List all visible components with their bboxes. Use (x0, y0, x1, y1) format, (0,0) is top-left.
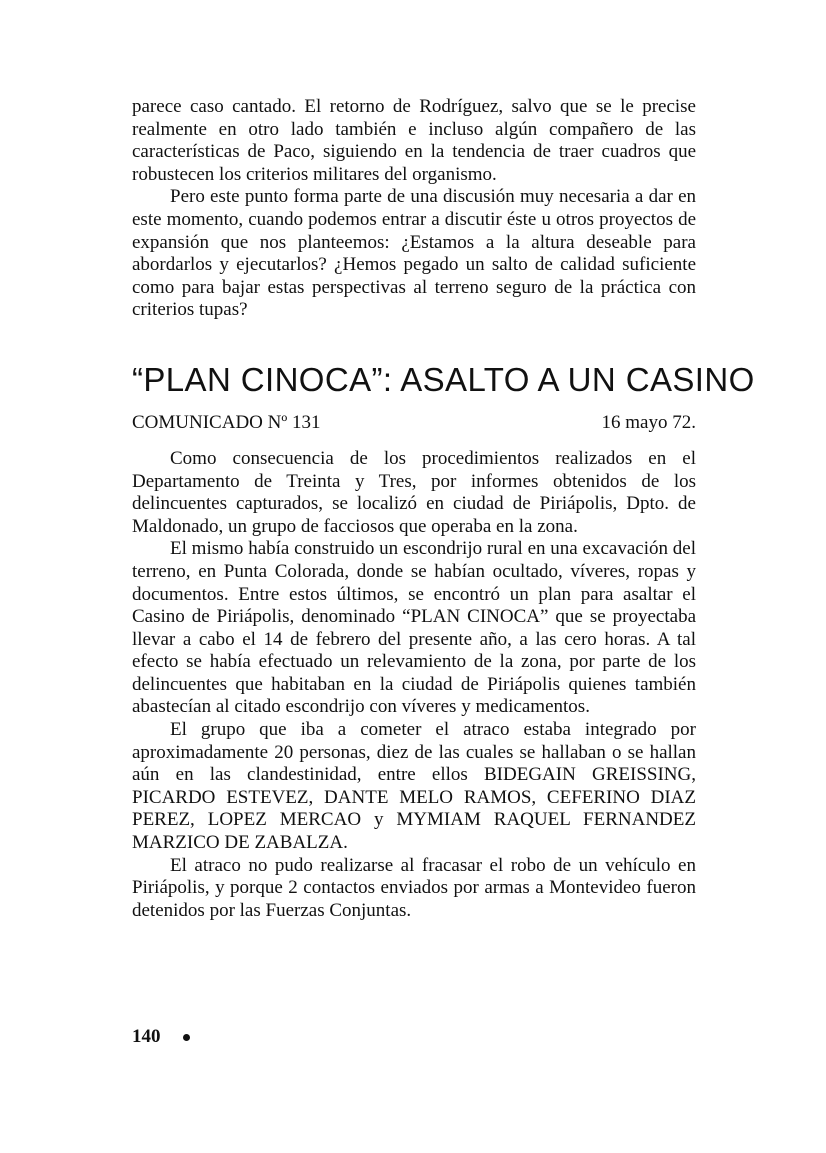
communique-date: 16 mayo 72. (601, 411, 696, 433)
communique-label: COMUNICADO Nº 131 (132, 411, 321, 433)
paragraph-intro-question: Pero este punto forma parte de una discusión muy necesaria a dar en este momento, cuando podemos entrar a discutir éste u otros proyectos de expansión que nos planteemos: ¿Estamos a la altura deseable para abordarlos y ejecutarlos? ¿Hemos pegado un salto de calidad suficiente como para bajar estas perspectivas al terreno seguro de la práctica con criterios tupas? (132, 186, 696, 321)
paragraph-communique-2: El mismo había construido un escondrijo rural en una excavación del terreno, en Punta Colorada, donde se habían ocultado, víveres, ropas y documentos. Entre estos últimos, se encontró un plan para asaltar el Casino de Piriápolis, denominado “PLAN CINOCA” que se proyectaba llevar a cabo el 14 de febrero del presente año, a las cero horas. A tal efecto se había efectuado un relevamiento de la zona, por parte de los delincuentes que habitaban en la ciudad de Piriápolis quienes también abastecían al citado escondrijo con víveres y medicamentos. (132, 538, 696, 718)
page-footer (132, 1026, 190, 1048)
page-number: 140 (132, 1026, 161, 1047)
paragraph-intro-continuation: parece caso cantado. El retorno de Rodríguez, salvo que se le precise realmente en otro lado también e incluso algún compañero de las características de Paco, siguiendo en la tendencia de traer cuadros que robustecen los criterios militares del organismo. (132, 96, 696, 185)
bullet-icon (183, 1034, 190, 1041)
paragraph-communique-3: El grupo que iba a cometer el atraco estaba integrado por aproximadamente 20 personas, diez de las cuales se hallaban o se hallan aún en las clandestinidad, entre ellos BIDEGAIN GREISSING, PICARDO ESTEVEZ, DANTE MELO RAMOS, CEFERINO DIAZ PEREZ, LOPEZ MERCAO y MYMIAM RAQUEL FERNANDEZ MARZICO DE ZABALZA. (132, 719, 696, 854)
page-content (132, 96, 755, 922)
section-heading: “PLAN CINOCA”: ASALTO A UN CASINO (132, 360, 755, 398)
paragraph-communique-4: El atraco no pudo realizarse al fracasar el robo de un vehículo en Piriápolis, y porque 2 contactos enviados por armas a Montevideo fueron detenidos por las Fuerzas Conjuntas. (132, 854, 696, 921)
paragraph-communique-1: Como consecuencia de los procedimientos realizados en el Departamento de Treinta y Tres, por informes obtenidos de los delincuentes capturados, se localizó en ciudad de Piriápolis, Dpto. de Maldonado, un grupo de facciosos que operaba en la zona. (132, 447, 696, 537)
communique-header (132, 412, 696, 434)
